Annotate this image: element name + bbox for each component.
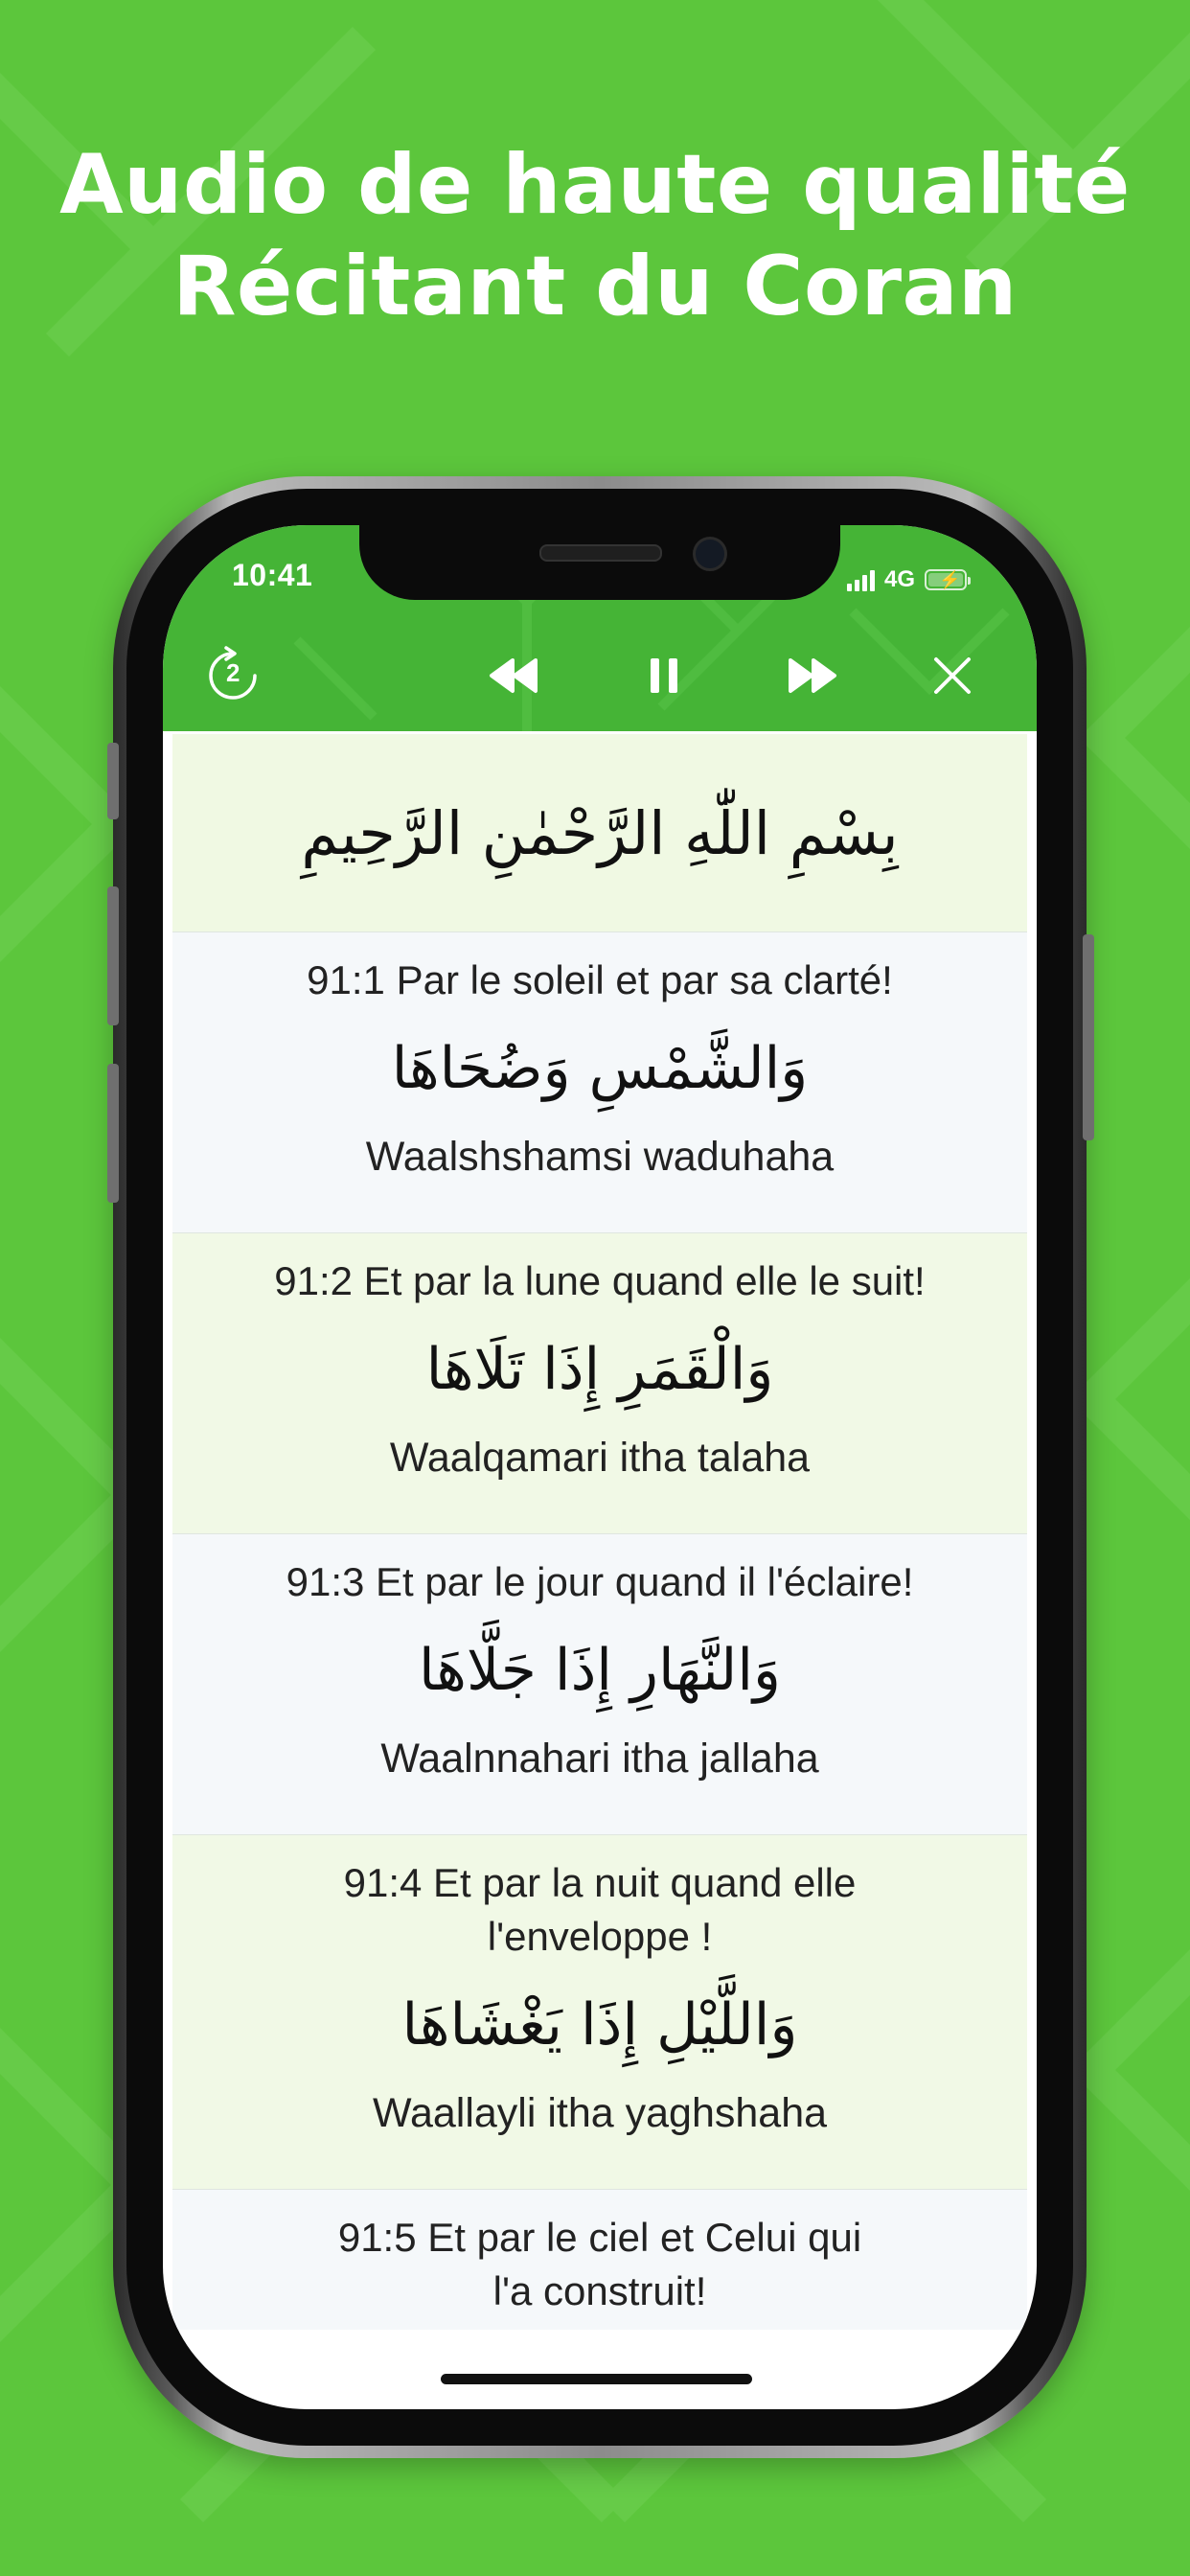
verse-list[interactable] — [172, 734, 1027, 2330]
verse-translation-line: 91:4 Et par la nuit quand elle — [343, 1860, 857, 1905]
verse-arabic: وَالنَّهَارِ إِذَا جَلَّاهَا — [419, 1637, 781, 1704]
headline-line-1: Audio de haute qualité — [59, 137, 1131, 233]
phone-side-button-volume-down — [107, 1064, 119, 1203]
verse-translation — [172, 1835, 1027, 1964]
verse-arabic: وَالْقَمَرِ إِذَا تَلَاهَا — [425, 1336, 774, 1403]
verse-translation: 91:2 Et par la lune quand elle le suit! — [274, 1258, 926, 1303]
verse-translation: 91:3 Et par le jour quand il l'éclaire! — [286, 1559, 914, 1604]
verse-translation-line: l'a construit! — [492, 2268, 707, 2313]
speaker-grille — [539, 544, 662, 562]
rewind-icon — [488, 656, 538, 695]
verse-translation — [172, 2190, 1027, 2318]
verse-arabic: وَالشَّمْسِ وَضُحَاهَا — [391, 1035, 809, 1102]
phone-side-button-silent — [107, 743, 119, 819]
status-time: 10:41 — [232, 558, 313, 592]
verse-row[interactable] — [172, 1834, 1027, 2189]
fast-forward-button[interactable] — [780, 642, 847, 709]
phone-notch — [359, 525, 840, 600]
rewind-button[interactable] — [479, 642, 546, 709]
repeat-count: 2 — [226, 658, 240, 687]
headline — [0, 134, 1190, 337]
verse-transliteration: Waalnnahari itha jallaha — [380, 1736, 819, 1782]
verse-row[interactable] — [172, 1232, 1027, 1533]
verse-translation-line: l'enveloppe ! — [487, 1914, 713, 1959]
phone-side-button-volume-up — [107, 886, 119, 1025]
battery-charging-icon: ⚡ — [925, 569, 967, 590]
headline-line-2: Récitant du Coran — [172, 239, 1018, 334]
close-icon — [933, 656, 972, 695]
verse-translation-line: 91:5 Et par le ciel et Celui qui — [337, 2215, 862, 2260]
bismillah: بِسْمِ اللّٰهِ الرَّحْمٰنِ الرَّحِيمِ — [172, 734, 1027, 932]
repeat-button[interactable] — [199, 642, 266, 709]
verse-row[interactable] — [172, 2189, 1027, 2330]
verse-transliteration: Waalshshamsi waduhaha — [365, 1134, 835, 1180]
verse-arabic: وَاللَّيْلِ إِذَا يَغْشَاهَا — [401, 1991, 798, 2058]
close-button[interactable] — [919, 642, 986, 709]
signal-icon — [847, 568, 875, 591]
verse-transliteration: Waalqamari itha talaha — [389, 1435, 811, 1481]
verse-row[interactable] — [172, 932, 1027, 1232]
fast-forward-icon — [789, 656, 838, 695]
home-indicator[interactable] — [441, 2374, 752, 2384]
front-camera — [693, 537, 727, 571]
verse-transliteration: Waallayli itha yaghshaha — [372, 2090, 828, 2136]
phone-side-button-power — [1083, 934, 1094, 1140]
status-indicators — [847, 565, 967, 594]
verse-translation: 91:1 Par le soleil et par sa clarté! — [307, 957, 893, 1002]
phone-screen — [163, 525, 1037, 2409]
verse-row[interactable] — [172, 1533, 1027, 1834]
pause-button[interactable] — [630, 642, 698, 709]
pause-icon — [648, 656, 680, 695]
network-type: 4G — [884, 566, 916, 592]
